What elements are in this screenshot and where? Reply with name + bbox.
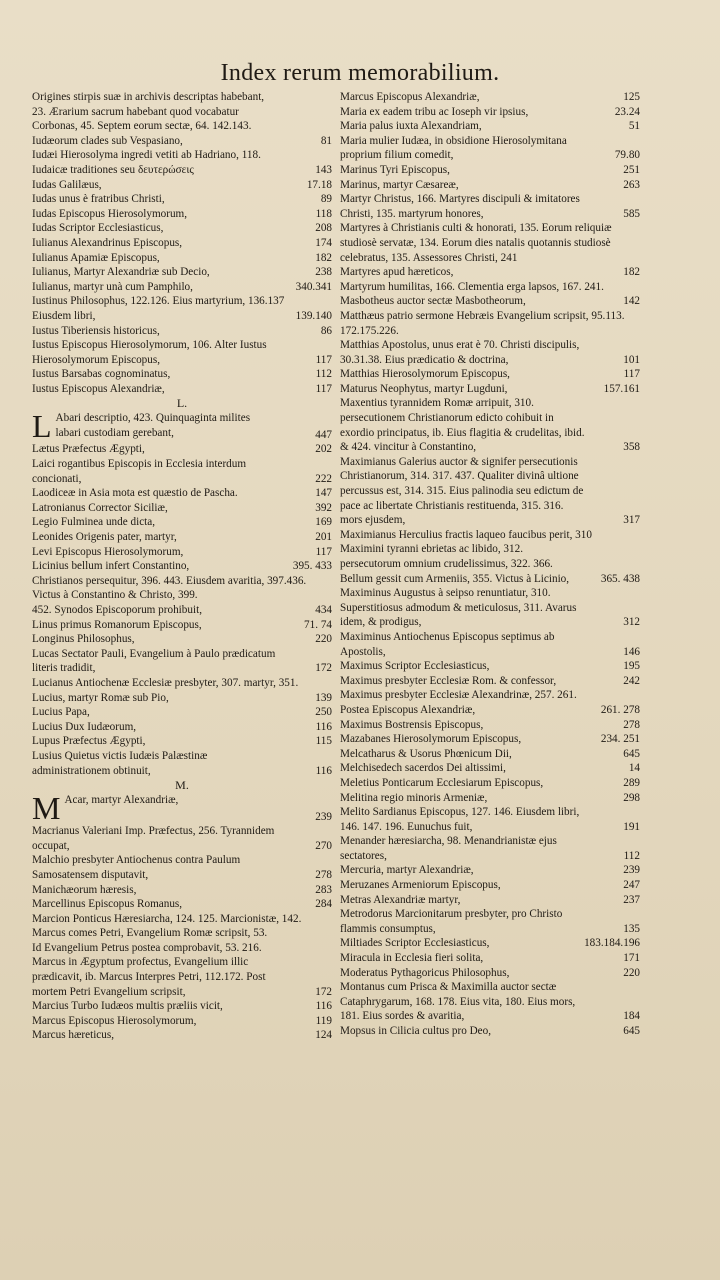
entry-text: Maximus presbyter Ecclesiæ Alexandrinæ, 257. 261. Postea Episcopus Alexandriæ, <box>340 689 577 716</box>
entry-text: Iudas Scriptor Ecclesiasticus, <box>32 222 164 235</box>
entry-page-ref: 117 <box>315 382 332 395</box>
entry-text: Marcius Turbo Iudæos multis præliis vicit, <box>32 1000 223 1013</box>
index-column-left <box>32 90 332 1043</box>
entry-text: Metrodorus Marcionitarum presbyter, pro Christo flammis consumptus, <box>340 908 563 935</box>
entry-text: Origines stirpis suæ in archivis descriptas habebant, 23. Ærarium sacrum habebant quod vocabatur Corbonas, 45. Septem eorum sectæ, 64. 142.143. Iudæorum clades sub Vespasiano, <box>32 91 265 147</box>
entry-page-ref: 51 <box>628 120 640 133</box>
entry-page-ref: 220 <box>623 966 640 979</box>
entry-text: Iustus Episcopus Alexandriæ, <box>32 382 165 395</box>
entry-page-ref: 191 <box>623 820 640 833</box>
page-title: Index rerum memorabilium. <box>220 60 500 86</box>
index-entry <box>32 221 332 236</box>
entry-page-ref: 17.18 <box>306 178 332 191</box>
index-entry <box>32 824 332 853</box>
index-entry <box>340 834 640 863</box>
index-entry <box>340 893 640 908</box>
entry-text: Iudas Galilæus, <box>32 178 102 191</box>
entry-page-ref: 184 <box>623 1010 640 1023</box>
entry-text: Matthæus patrio sermone Hebræis Evangelium scripsit, 95.113. 172.175.226. <box>340 309 625 337</box>
entry-page-ref: 239 <box>315 810 332 823</box>
entry-text: Iustus Tiberiensis historicus, <box>32 324 160 337</box>
entry-text: Lætus Præfectus Ægypti, <box>32 443 145 456</box>
entry-page-ref: 86 <box>320 324 332 337</box>
entry-text: Iudæi Hierosolyma ingredi vetiti ab Hadriano, 118. Iudaicæ traditiones seu δευτερώσεις <box>32 149 261 176</box>
entry-text: Mazabanes Hierosolymorum Episcopus, <box>340 733 522 746</box>
entry-text: Iustinus Philosophus, 122.126. Eius martyrium, 136.137 <box>32 295 285 308</box>
index-entry <box>32 618 332 633</box>
index-entry <box>32 790 332 827</box>
entry-text: Lucianus Antiochenæ Ecclesiæ presbyter, 307. martyr, 351. <box>32 676 299 689</box>
entry-text: Manichæorum hæresis, <box>32 883 137 896</box>
index-entry <box>32 367 332 382</box>
entry-page-ref: 234. 251 <box>600 733 640 746</box>
entry-page-ref: 146 <box>623 645 640 658</box>
index-entry <box>340 966 640 981</box>
index-entry <box>32 236 332 251</box>
index-entry <box>32 632 332 647</box>
entry-page-ref: 251 <box>623 163 640 176</box>
entry-text: Macrianus Valeriani Imp. Præfectus, 256. Tyrannidem occupat, <box>32 825 275 852</box>
entry-text: Lucius, martyr Romæ sub Pio, <box>32 691 169 704</box>
entry-text: Maturus Neophytus, martyr Lugduni, <box>340 382 508 395</box>
entry-page-ref: 142 <box>623 295 640 308</box>
entry-text: Melitina regio minoris Armeniæ, <box>340 791 488 804</box>
index-entry <box>32 442 332 457</box>
entry-page-ref: 112 <box>623 849 640 862</box>
entry-text: Acar, martyr Alexandriæ, <box>64 794 179 807</box>
entry-page-ref: 183.184.196 <box>584 937 640 950</box>
index-entry <box>32 926 332 999</box>
entry-page-ref: 169 <box>315 516 332 529</box>
entry-text: Iudas Episcopus Hierosolymorum, <box>32 207 188 220</box>
index-entry <box>340 761 640 776</box>
index-entry <box>340 309 640 338</box>
entry-text: Maria ex eadem tribu ac Ioseph vir ipsius, <box>340 105 529 118</box>
entry-page-ref: 71. 74 <box>304 618 332 631</box>
entry-page-ref: 283 <box>315 883 332 896</box>
entry-text: Martyrum humilitas, 166. Clementia erga lapsos, 167. 241. <box>340 280 604 293</box>
index-entry <box>32 515 332 530</box>
entry-page-ref: 117 <box>623 368 640 381</box>
entry-page-ref: 135 <box>623 922 640 935</box>
index-entry <box>32 912 332 927</box>
index-entry <box>32 734 332 749</box>
entry-page-ref: 340.341 <box>295 280 332 293</box>
entry-page-ref: 143 <box>315 163 332 176</box>
entry-page-ref: 171 <box>623 952 640 965</box>
entry-text: Maximus presbyter Ecclesiæ Rom. & confessor, <box>340 674 557 687</box>
index-entry <box>340 732 640 747</box>
index-entry <box>340 90 640 105</box>
entry-page-ref: 81 <box>320 134 332 147</box>
entry-text: Marcus Episcopus Alexandriæ, <box>340 91 480 103</box>
entry-text: Mercuria, martyr Alexandriæ, <box>340 864 474 877</box>
entry-page-ref: 242 <box>623 674 640 687</box>
entry-page-ref: 23.24 <box>614 105 640 118</box>
entry-text: Linus primus Romanorum Episcopus, <box>32 618 202 631</box>
entry-page-ref: 117 <box>315 545 332 558</box>
index-entry <box>340 105 640 120</box>
entry-text: Matthias Hierosolymorum Episcopus, <box>340 368 510 381</box>
entry-text: Iustus Episcopus Hierosolymorum, 106. Alter Iustus Hierosolymorum Episcopus, <box>32 339 267 366</box>
index-entry <box>32 309 332 324</box>
entry-page-ref: 116 <box>315 720 332 733</box>
entry-text: Maximus Bostrensis Episcopus, <box>340 718 484 731</box>
index-entry <box>32 178 332 193</box>
entry-text: Eiusdem libri, <box>32 309 96 322</box>
index-entry <box>32 338 332 367</box>
entry-text: Lusius Quietus victis Iudæis Palæstinæ administrationem obtinuit, <box>32 749 208 777</box>
index-entry <box>32 691 332 706</box>
entry-page-ref: 645 <box>623 1025 640 1037</box>
index-entry <box>32 265 332 280</box>
entry-page-ref: 358 <box>623 441 640 454</box>
entry-text: 452. Synodos Episcoporum prohibuit, <box>32 604 202 616</box>
entry-text: Lucas Sectator Pauli, Evangelium à Paulo prædicatum literis tradidit, <box>32 647 276 675</box>
index-entry <box>32 749 332 778</box>
index-entry <box>32 603 332 618</box>
index-entry <box>32 457 332 486</box>
entry-text: Metras Alexandriæ martyr, <box>340 893 461 906</box>
index-entry <box>340 396 640 454</box>
index-entry <box>32 883 332 898</box>
entry-text: Maximinus Augustus à seipso renuntiatur, 310. Superstitiosus admodum & meticulosus, 311. Avarus idem, & prodigus, <box>340 587 577 629</box>
entry-text: Martyres apud hæreticos, <box>340 266 454 279</box>
entry-page-ref: 117 <box>315 353 332 366</box>
entry-text: Levi Episcopus Hierosolymorum, <box>32 545 184 558</box>
entry-page-ref: 645 <box>623 747 640 760</box>
index-column-right <box>340 90 640 1039</box>
entry-text: Maximinus Antiochenus Episcopus septimus ab Apostolis, <box>340 630 555 658</box>
index-entry <box>340 630 640 659</box>
entry-page-ref: 434 <box>315 604 332 616</box>
entry-page-ref: 116 <box>315 764 332 777</box>
entry-text: Maximus Scriptor Ecclesiasticus, <box>340 660 490 673</box>
entry-page-ref: 208 <box>315 222 332 235</box>
entry-text: Latronianus Corrector Siciliæ, <box>32 501 168 514</box>
entry-text: Moderatus Pythagoricus Philosophus, <box>340 966 510 979</box>
entry-text: Leonides Origenis pater, martyr, <box>32 531 177 544</box>
entry-text: Lucius Papa, <box>32 706 90 719</box>
entry-text: Maximianus Galerius auctor & signifer persecutionis Christianorum, 314. 317. 437. Qualiter divinâ ultione percussus est, 314. 315. Eius palinodia seu edictum de pace ac libertate Christianis restituenda, 315. 316. mors ejusdem, <box>340 455 584 527</box>
index-entry <box>340 659 640 674</box>
entry-page-ref: 312 <box>623 616 640 629</box>
entry-page-ref: 270 <box>315 839 332 852</box>
index-entry <box>340 265 640 280</box>
entry-page-ref: 278 <box>623 718 640 731</box>
entry-page-ref: 79.80 <box>614 149 640 162</box>
entry-page-ref: 115 <box>315 735 332 748</box>
index-entry <box>340 907 640 936</box>
entry-text: Melcatharus & Usorus Phœnicum Dii, <box>340 747 512 760</box>
entry-page-ref: 182 <box>315 251 332 264</box>
index-entry <box>340 586 640 630</box>
entry-text: Malchio presbyter Antiochenus contra Paulum Samosatensem disputavit, <box>32 854 241 881</box>
index-entry <box>340 980 640 1024</box>
index-entry <box>32 720 332 735</box>
index-entry <box>340 280 640 295</box>
entry-text: Legio Fulminea unde dicta, <box>32 516 156 529</box>
entry-page-ref: 182 <box>623 266 640 279</box>
entry-text: Laici rogantibus Episcopis in Ecclesia interdum concionati, <box>32 458 247 485</box>
index-entry <box>32 148 332 177</box>
entry-page-ref: 195 <box>623 660 640 673</box>
entry-page-ref: 365. 438 <box>600 572 640 585</box>
entry-text: Meletius Ponticarum Ecclesiarum Episcopus, <box>340 776 544 789</box>
entry-page-ref: 222 <box>315 472 332 485</box>
entry-page-ref: 14 <box>628 762 640 775</box>
entry-page-ref: 174 <box>315 236 332 249</box>
index-entry <box>340 294 640 309</box>
entry-page-ref: 139.140 <box>295 309 332 322</box>
entry-text: Licinius bellum infert Constantino, <box>32 560 190 573</box>
index-entry <box>32 853 332 882</box>
entry-text: Iulianus Apamiæ Episcopus, <box>32 251 160 264</box>
entry-page-ref: 447 <box>315 428 332 441</box>
index-entry <box>32 90 332 148</box>
index-entry <box>340 674 640 689</box>
entry-page-ref: 237 <box>623 893 640 906</box>
index-entry <box>32 705 332 720</box>
entry-page-ref: 172 <box>315 985 332 998</box>
entry-text: Miracula in Ecclesia fieri solita, <box>340 952 484 965</box>
index-entry <box>32 486 332 501</box>
index-entry <box>32 207 332 222</box>
index-entry <box>32 382 332 397</box>
index-entry <box>340 382 640 397</box>
entry-text: Iulianus, martyr unà cum Pamphilo, <box>32 280 193 293</box>
index-entry <box>32 647 332 676</box>
entry-page-ref: 202 <box>315 443 332 456</box>
entry-text: Miltiades Scriptor Ecclesiasticus, <box>340 937 490 950</box>
entry-page-ref: 118 <box>315 207 332 220</box>
index-entry <box>340 338 640 367</box>
index-entry <box>32 1014 332 1029</box>
entry-text: Iudas unus è fratribus Christi, <box>32 193 165 206</box>
entry-text: Melito Sardianus Episcopus, 127. 146. Eiusdem libri, 146. 147. 196. Eunuchus fuit, <box>340 806 580 833</box>
entry-page-ref: 247 <box>623 879 640 892</box>
index-entry <box>340 718 640 733</box>
entry-text: Lupus Præfectus Ægypti, <box>32 735 146 748</box>
entry-page-ref: 278 <box>315 868 332 881</box>
entry-text: Meruzanes Armeniorum Episcopus, <box>340 879 501 892</box>
entry-text: Marcellinus Episcopus Romanus, <box>32 898 183 911</box>
entry-page-ref: 139 <box>315 691 332 704</box>
entry-text: Marinus Tyri Episcopus, <box>340 163 450 176</box>
entry-text: Maximianus Herculius fractis laqueo faucibus perit, 310 <box>340 528 592 541</box>
index-entry <box>32 251 332 266</box>
index-entry <box>340 192 640 221</box>
index-entry <box>32 501 332 516</box>
entry-text: Christianos persequitur, 396. 443. Eiusdem avaritia, 397.436. Victus à Constantino & Christo, 399. <box>32 574 307 602</box>
index-entry <box>340 134 640 163</box>
entry-text: Martyr Christus, 166. Martyres discipuli & imitatores Christi, 135. martyrum honores, <box>340 193 580 220</box>
index-entry <box>340 119 640 134</box>
entry-text: Marinus, martyr Cæsareæ, <box>340 178 459 191</box>
entry-text: Marcus Episcopus Hierosolymorum, <box>32 1014 197 1027</box>
entry-page-ref: 298 <box>623 791 640 804</box>
index-entry <box>32 324 332 339</box>
entry-text: Iulianus, Martyr Alexandriæ sub Decio, <box>32 266 210 279</box>
index-entry <box>32 897 332 912</box>
entry-page-ref: 157.161 <box>603 382 640 395</box>
section-letter: L. <box>176 396 188 411</box>
index-entry <box>340 791 640 806</box>
entry-text: Melchisedech sacerdos Dei altissimi, <box>340 762 506 775</box>
entry-text: Menander hæresiarcha, 98. Menandrianistæ ejus sectatores, <box>340 835 557 862</box>
index-entry <box>340 747 640 762</box>
index-entry <box>32 294 332 309</box>
index-entry <box>32 280 332 295</box>
entry-page-ref: 392 <box>315 501 332 514</box>
index-entry <box>340 528 640 543</box>
index-entry <box>32 545 332 560</box>
index-entry <box>340 951 640 966</box>
entry-page-ref: 317 <box>623 514 640 527</box>
entry-page-ref: 289 <box>623 776 640 789</box>
entry-page-ref: 220 <box>315 633 332 646</box>
entry-page-ref: 116 <box>315 1000 332 1013</box>
index-entry <box>340 936 640 951</box>
index-entry <box>340 178 640 193</box>
entry-page-ref: 125 <box>623 91 640 103</box>
index-entry <box>32 408 332 445</box>
entry-text: Maximini tyranni ebrietas ac libido, 312. persecutorum omnium crudelissimus, 322. 366. Bellum gessit cum Armeniis, 355. Victus à Licinio, <box>340 543 570 585</box>
index-entry <box>32 192 332 207</box>
index-entry <box>340 878 640 893</box>
index-entry <box>32 559 332 574</box>
index-entry <box>340 863 640 878</box>
index-entry <box>340 221 640 265</box>
entry-page-ref: 119 <box>315 1014 332 1027</box>
entry-text: Masbotheus auctor sectæ Masbotheorum, <box>340 295 526 308</box>
entry-text: Martyres à Christianis culti & honorati, 135. Eorum reliquiæ studiosè servatæ, 134. Eorum dies natalis quotannis studiosè celebratus, 135. Assessores Christi, 241 <box>340 222 612 264</box>
entry-text: Lucius Dux Iudæorum, <box>32 720 137 733</box>
entry-page-ref: 395. 433 <box>292 560 332 573</box>
entry-text: Abari descriptio, 423. Quinquaginta milites labari custodiam gerebant, <box>55 412 251 440</box>
entry-page-ref: 124 <box>315 1029 332 1042</box>
index-entry <box>340 688 640 717</box>
entry-page-ref: 284 <box>315 898 332 911</box>
entry-page-ref: 261. 278 <box>600 703 640 716</box>
entry-text: Marcus comes Petri, Evangelium Romæ scripsit, 53. Id Evangelium Petrus postea comprobavit, 53. 216. Marcus in Ægyptum profectus, Evangelium illic prædicavit, ib. Marcus Interpres Petri, 112.172. Post mortem Petri Evangelium scripsit, <box>32 927 268 998</box>
entry-page-ref: 89 <box>320 193 332 206</box>
entry-page-ref: 250 <box>315 706 332 719</box>
index-entry <box>32 999 332 1014</box>
entry-page-ref: 201 <box>315 531 332 544</box>
entry-text: Marcus hæreticus, <box>32 1029 115 1042</box>
index-entry <box>340 1024 640 1039</box>
index-entry <box>340 542 640 586</box>
entry-text: Mopsus in Cilicia cultus pro Deo, <box>340 1025 492 1037</box>
index-entry <box>340 776 640 791</box>
drop-initial: M <box>32 790 61 827</box>
entry-text: Maxentius tyrannidem Romæ arripuit, 310. persecutionem Christianorum edicto cohibuit in exordio principatus, ib. Eius flagitia & crudelitas, ibid. & 424. vincitur à Constantino, <box>340 397 585 454</box>
entry-text: Iustus Barsabas cognominatus, <box>32 368 171 381</box>
entry-page-ref: 239 <box>623 864 640 877</box>
index-entry <box>32 574 332 603</box>
index-entry <box>340 455 640 528</box>
entry-page-ref: 585 <box>623 207 640 220</box>
index-entry <box>340 163 640 178</box>
entry-page-ref: 147 <box>315 487 332 500</box>
entry-text: Maria palus iuxta Alexandriam, <box>340 120 482 133</box>
entry-page-ref: 238 <box>315 266 332 279</box>
entry-page-ref: 112 <box>315 368 332 381</box>
entry-text: Laodiceæ in Asia mota est quæstio de Pascha. <box>32 487 238 500</box>
index-entry <box>340 805 640 834</box>
entry-text: Montanus cum Prisca & Maximilla auctor sectæ Cataphrygarum, 168. 178. Eius vita, 180. Eius mors, 181. Eius sordes & avaritia, <box>340 981 576 1023</box>
drop-initial: L <box>32 408 52 445</box>
entry-page-ref: 101 <box>623 353 640 366</box>
index-entry <box>32 676 332 691</box>
entry-text: Matthias Apostolus, unus erat è 70. Christi discipulis, 30.31.38. Eius prædicatio & doctrina, <box>340 339 580 366</box>
entry-text: Longinus Philosophus, <box>32 633 135 646</box>
entry-page-ref: 263 <box>623 178 640 191</box>
entry-text: Maria mulier Iudæa, in obsidione Hierosolymitana proprium filium comedit, <box>340 134 567 162</box>
section-letter: M. <box>175 778 189 793</box>
entry-text: Marcion Ponticus Hæresiarcha, 124. 125. Marcionistæ, 142. <box>32 912 302 925</box>
index-entry <box>32 530 332 545</box>
index-entry <box>32 1028 332 1043</box>
entry-page-ref: 172 <box>315 662 332 675</box>
entry-text: Iulianus Alexandrinus Episcopus, <box>32 236 183 249</box>
index-entry <box>340 367 640 382</box>
